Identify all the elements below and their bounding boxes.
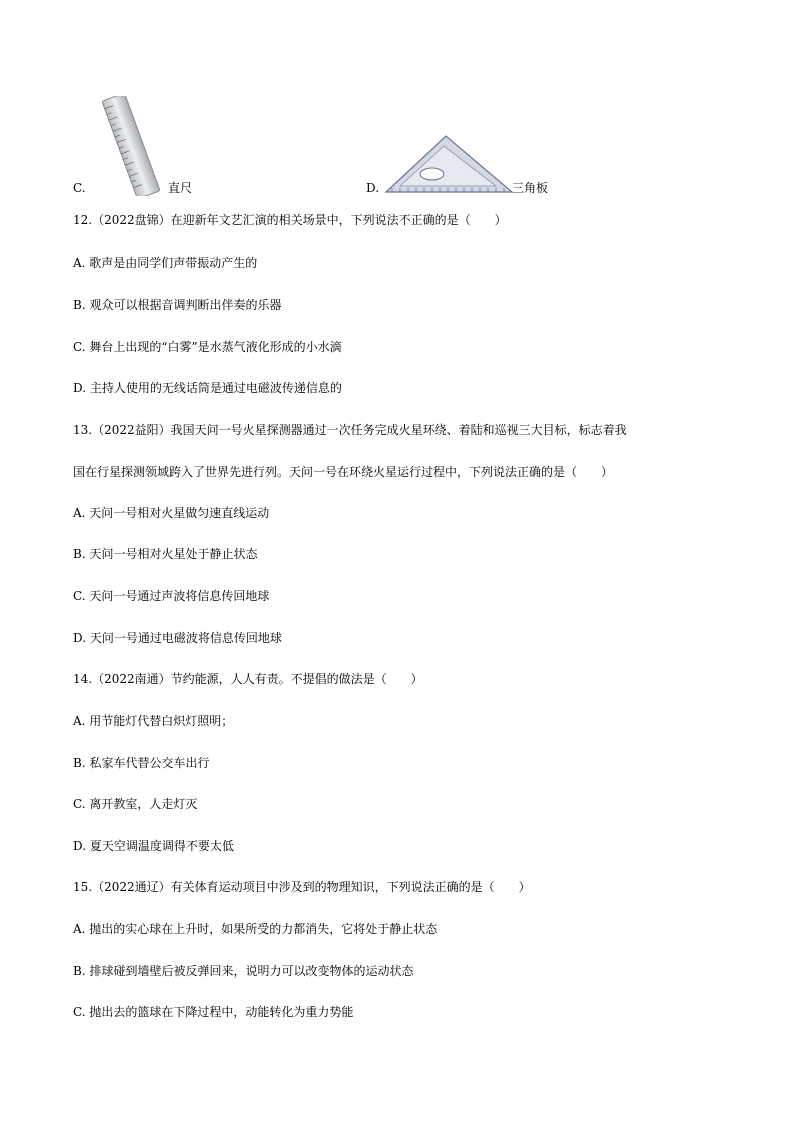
q15-stem-line-1: 15.（2022通辽）有关体育运动项目中涉及到的物理知识，下列说法正确的是（ ） <box>73 880 531 894</box>
option-c-label: 直尺 <box>168 181 193 195</box>
q15-option-c: C. 抛出去的篮球在下降过程中，动能转化为重力势能 <box>73 1005 354 1019</box>
q13-option-a: A. 天问一号相对火星做匀速直线运动 <box>73 506 270 520</box>
set-square-icon <box>384 134 514 196</box>
q14-stem-line-1: 14.（2022南通）节约能源，人人有责。不提倡的做法是（ ） <box>73 672 423 686</box>
option-d-label: 三角板 <box>512 181 549 195</box>
q14-option-b: B. 私家车代替公交车出行 <box>73 756 210 770</box>
q15-option-b: B. 排球碰到墙壁后被反弹回来，说明力可以改变物体的运动状态 <box>73 964 414 978</box>
q13-option-d: D. 天问一号通过电磁波将信息传回地球 <box>73 631 282 645</box>
ruler-icon <box>92 96 170 196</box>
q13-option-c: C. 天问一号通过声波将信息传回地球 <box>73 589 270 603</box>
q13-stem-line-1: 13.（2022益阳）我国天问一号火星探测器通过一次任务完成火星环绕、着陆和巡视三大目标，标志着我 <box>73 423 627 437</box>
q12-option-b: B. 观众可以根据音调判断出伴奏的乐器 <box>73 298 282 312</box>
q14-option-c: C. 离开教室，人走灯灭 <box>73 797 198 811</box>
option-d-letter: D. <box>366 181 380 195</box>
q13-option-b: B. 天问一号相对火星处于静止状态 <box>73 547 258 561</box>
q12-option-a: A. 歌声是由同学们声带振动产生的 <box>73 256 258 270</box>
q12-option-d: D. 主持人使用的无线话筒是通过电磁波传递信息的 <box>73 381 342 395</box>
q14-option-a: A. 用节能灯代替白炽灯照明； <box>73 714 234 728</box>
q12-option-c: C. 舞台上出现的“白雾”是水蒸气液化形成的小水滴 <box>73 340 342 354</box>
q15-option-a: A. 抛出的实心球在上升时，如果所受的力都消失，它将处于静止状态 <box>73 922 438 936</box>
q13-stem-line-2: 国在行星探测领域跨入了世界先进行列。天问一号在环绕火星运行过程中，下列说法正确的是（ ） <box>73 465 614 479</box>
q14-option-d: D. 夏天空调温度调得不要太低 <box>73 839 234 853</box>
option-c-letter: C. <box>73 181 86 195</box>
q12-stem-line-1: 12.（2022盘锦）在迎新年文艺汇演的相关场景中，下列说法不正确的是（ ） <box>73 213 507 227</box>
